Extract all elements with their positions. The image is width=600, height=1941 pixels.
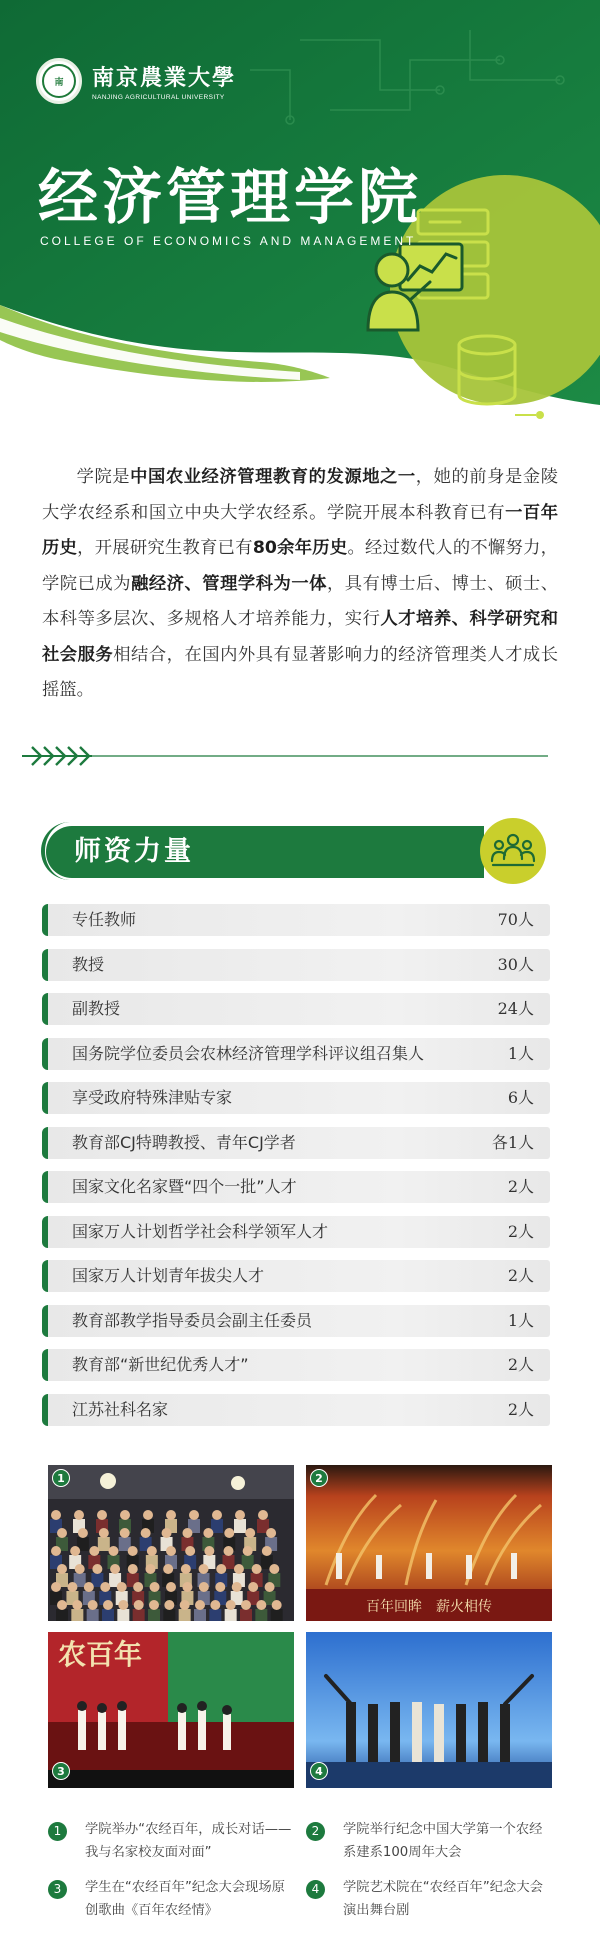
faculty-stat-value: 30人: [497, 954, 534, 974]
faculty-stat-row: [42, 1171, 550, 1203]
photo-2-banner-text: 百年回眸 薪火相传: [366, 1599, 492, 1615]
faculty-stat-label: 国务院学位委员会农林经济管理学科评议组召集人: [72, 1043, 425, 1063]
faculty-stat-label: 国家万人计划哲学社会科学领军人才: [72, 1221, 329, 1241]
intro-highlight: 80余年历史: [252, 538, 348, 558]
university-name-en: NANJING AGRICULTURAL UNIVERSITY: [92, 94, 225, 101]
intro-highlight: 融经济、管理学科为一体: [131, 573, 327, 594]
faculty-stat-label: 享受政府特殊津贴专家: [72, 1088, 233, 1107]
faculty-stat-value: 1人: [507, 1310, 534, 1330]
intro-text: 。经过数代人的不懈努力，学院已成为: [42, 538, 558, 594]
faculty-stat-row: [42, 993, 550, 1025]
university-logo[interactable]: [36, 58, 236, 104]
faculty-stats-list: [42, 904, 550, 1438]
faculty-stat-value: 70人: [497, 910, 534, 929]
photo-number-badge: 1: [52, 1469, 70, 1487]
faculty-stat-row: [42, 1082, 550, 1114]
photo-3-banner-text: 农百年: [58, 1638, 143, 1671]
intro-paragraph: [42, 460, 558, 709]
intro-text: 学院是: [76, 467, 131, 487]
faculty-stat-label: 专任教师: [72, 910, 137, 929]
faculty-stat-label: 教育部“新世纪优秀人才”: [72, 1355, 249, 1374]
faculty-stat-row: [42, 1305, 550, 1337]
college-title: 经济管理学院: [38, 163, 422, 233]
faculty-stat-label: 教育部CJ特聘教授、青年CJ学者: [72, 1132, 296, 1152]
faculty-stat-value: 2人: [507, 1355, 534, 1374]
people-group-icon: [480, 818, 546, 884]
college-subtitle: COLLEGE OF ECONOMICS AND MANAGEMENT: [40, 234, 417, 248]
faculty-stat-value: 1人: [507, 1043, 534, 1063]
faculty-stat-value: 2人: [507, 1399, 534, 1419]
photo-1-audience[interactable]: [48, 1465, 294, 1621]
faculty-stat-row: [42, 1260, 550, 1292]
caption-text: 学院举行纪念中国大学第一个农经系建系100周年大会: [343, 1822, 543, 1860]
faculty-stat-row: [42, 949, 550, 981]
intro-text: ，具有博士后、博士、硕士、本科等多层次、多规格人才培养能力，实行: [42, 573, 558, 629]
faculty-stat-label: 副教授: [72, 999, 121, 1018]
faculty-stat-value: 6人: [507, 1088, 534, 1107]
intro-text: ，开展研究生教育已有: [77, 538, 253, 558]
college-introduction: [42, 460, 558, 709]
intro-highlight: 一百年历史: [42, 502, 558, 558]
photo-3-performance[interactable]: [48, 1632, 294, 1788]
caption-2: [306, 1818, 556, 1864]
photo-number-badge: 2: [310, 1469, 328, 1487]
university-name-cn: 南京農業大學: [92, 65, 237, 91]
faculty-stat-label: 国家万人计划青年拔尖人才: [72, 1266, 265, 1285]
caption-1: [48, 1818, 298, 1864]
photo-4-stage-play[interactable]: [306, 1632, 552, 1788]
faculty-stat-row: [42, 1127, 550, 1159]
faculty-stat-value: 2人: [507, 1221, 534, 1241]
faculty-stat-row: [42, 1394, 550, 1426]
faculty-stat-value: 2人: [507, 1266, 534, 1285]
caption-3: [48, 1876, 298, 1922]
photo-number-badge: 4: [310, 1762, 328, 1780]
intro-highlight: 中国农业经济管理教育的发源地之一: [130, 467, 416, 487]
photo-2-stage-wheat[interactable]: [306, 1465, 552, 1621]
faculty-stat-row: [42, 1038, 550, 1070]
faculty-stat-row: [42, 1216, 550, 1248]
faculty-section-header: [40, 822, 550, 894]
faculty-stat-row: [42, 904, 550, 936]
caption-text: 学院举办“农经百年，成长对话——我与名家校友面对面”: [85, 1822, 292, 1860]
caption-text: 学生在“农经百年”纪念大会现场原创歌曲《百年农经情》: [85, 1880, 285, 1918]
faculty-stat-label: 国家文化名家暨“四个一批”人才: [72, 1177, 297, 1196]
intro-text: 相结合，在国内外具有显著影响力的经济管理类人才成长摇篮。: [42, 644, 558, 700]
faculty-stat-value: 2人: [507, 1177, 534, 1196]
caption-number: 3: [48, 1880, 67, 1899]
faculty-stat-label: 教育部教学指导委员会副主任委员: [72, 1310, 313, 1330]
header-banner: [0, 0, 600, 440]
caption-4: [306, 1876, 556, 1922]
caption-text: 学院艺术院在“农经百年”纪念大会演出舞台剧: [343, 1880, 543, 1918]
faculty-stat-label: 教授: [72, 954, 105, 974]
caption-number: 2: [306, 1822, 325, 1841]
photo-number-badge: 3: [52, 1762, 70, 1780]
caption-number: 4: [306, 1880, 325, 1899]
faculty-section-title: 师资力量: [74, 836, 194, 867]
section-divider-arrows-icon: [22, 744, 548, 768]
university-seal-icon: 南: [36, 58, 82, 104]
faculty-stat-row: [42, 1349, 550, 1381]
faculty-stat-value: 各1人: [491, 1132, 534, 1152]
faculty-stat-label: 江苏社科名家: [72, 1399, 169, 1419]
faculty-stat-value: 24人: [497, 999, 534, 1018]
intro-text: ，她的前身是金陵大学农经系和国立中央大学农经系。学院开展本科教育已有: [42, 467, 558, 523]
intro-highlight: 人才培养、科学研究和社会服务: [42, 609, 558, 665]
caption-number: 1: [48, 1822, 67, 1841]
